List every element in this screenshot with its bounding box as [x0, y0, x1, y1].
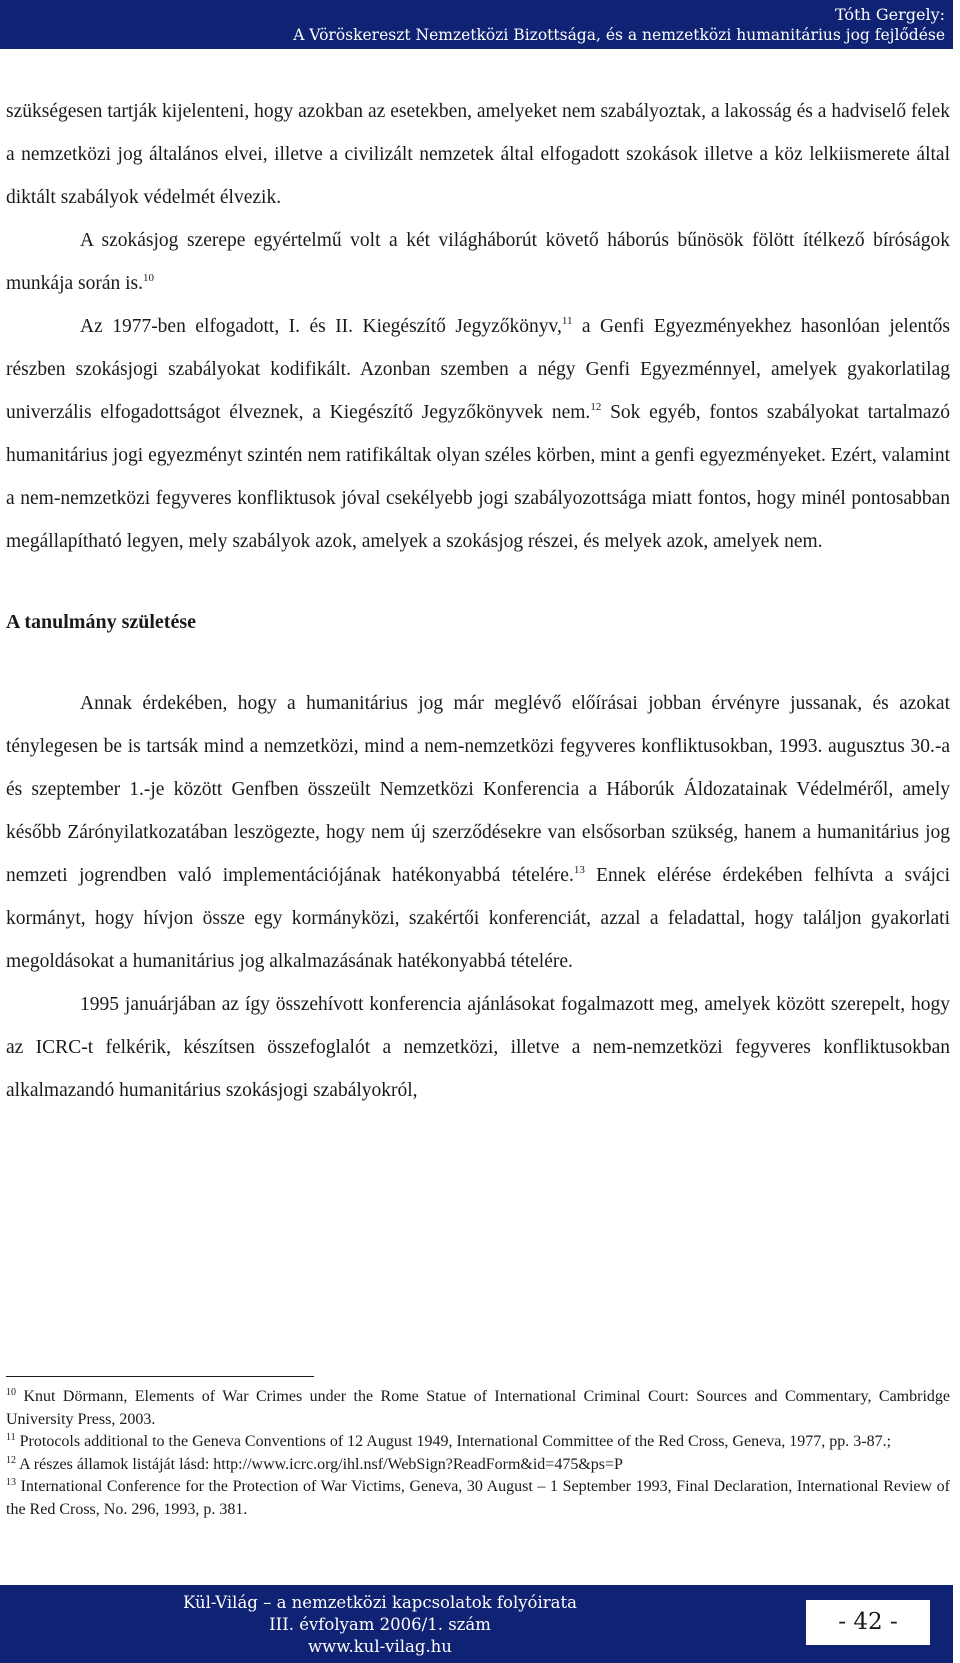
header-author: Tóth Gergely:	[834, 5, 945, 24]
footnote-ref-12[interactable]: 12	[590, 401, 602, 413]
footnote-number: 12	[6, 1454, 16, 1466]
footer-issue: III. évfolyam 2006/1. szám	[269, 1615, 491, 1634]
page-number: - 42 -	[806, 1600, 930, 1645]
paragraph-conference	[6, 682, 950, 983]
footnote-11	[6, 1431, 950, 1454]
header-article-title: A Vöröskereszt Nemzetközi Bizottsága, és a nemzetközi humanitárius jog fejlődése	[293, 26, 945, 44]
paragraph-customary-law	[6, 219, 950, 305]
footnote-10	[6, 1386, 950, 1431]
footnote-text: International Conference for the Protection of War Victims, Geneva, 30 August – 1 September 1993, Final Declaration, International Review of the Red Cross, No. 296, 1993, p. 381.	[6, 1478, 950, 1518]
footnote-number: 10	[6, 1387, 16, 1398]
section-heading: A tanulmány születése	[6, 611, 196, 633]
page-footer	[0, 1585, 953, 1663]
footnotes	[6, 1386, 950, 1521]
footnote-number: 13	[6, 1477, 16, 1488]
running-header	[0, 0, 953, 49]
paragraph-text: Annak érdekében, hogy a humanitárius jog már meglévő előírásai jobban érvényre jussanak, és azokat ténylegesen be is tartsák mind a nemzetközi, mind a nem-nemzetközi fegyveres konfliktusokban, 1993. augusztus 30.-a és szeptember 1.-je között Genfben összeült Nemzetközi Konferencia a Háborúk Áldozatainak Védelméről, amely később Zárónyilatkozatában leszögezte, hogy nem új szerződésekre van elsősorban szükség, hanem a humanitárius jog nemzeti jogrendben való implementációjának hatékonyabbá tételére.	[6, 693, 950, 886]
paragraph-continued	[6, 90, 950, 219]
footnote-ref-10[interactable]: 10	[143, 272, 155, 284]
paragraph-1995	[6, 983, 950, 1112]
paragraph-text: 1995 januárjában az így összehívott konferencia ajánlásokat fogalmazott meg, amelyek között szerepelt, hogy az ICRC-t felkérik, készítsen összefoglalót a nemzetközi, illetve a nem-nemzetközi fegyveres konfliktusokban alkalmazandó humanitárius szokásjogi szabályokról,	[6, 994, 950, 1101]
paragraph-text: Ennek elérése érdekében felhívta a svájci kormányt, hogy hívjon össze egy kormányközi, szakértői konferenciát, azzal a feladattal, hogy találjon gyakorlati megoldásokat a humanitárius jog alkalmazásának hatékonyabbá tételére.	[6, 865, 950, 972]
footnote-text: Knut Dörmann, Elements of War Crimes under the Rome Statue of International Criminal Court: Sources and Commentary, Cambridge University Press, 2003.	[6, 1388, 950, 1428]
footnote-separator	[6, 1376, 314, 1377]
paragraph-text: Az 1977-ben elfogadott, I. és II. Kiegészítő Jegyzőkönyv,	[80, 316, 562, 337]
footnote-ref-11[interactable]: 11	[561, 315, 573, 327]
footnote-ref-13[interactable]: 13	[573, 864, 585, 876]
footnote-number: 11	[6, 1432, 16, 1443]
footer-website-link[interactable]: www.kul-vilag.hu	[308, 1637, 452, 1656]
footnote-text[interactable]: A részes államok listáját lásd: http://www.icrc.org/ihl.nsf/WebSign?ReadForm&id=475&ps=P	[16, 1455, 623, 1473]
paragraph-text: A szokásjog szerepe egyértelmű volt a két világháborút követő háborús bűnösök fölött ítélkező bíróságok munkája során is.	[6, 230, 950, 294]
footer-journal-info	[0, 1592, 760, 1658]
footnote-text: Protocols additional to the Geneva Conventions of 12 August 1949, International Committee of the Red Cross, Geneva, 1977, pp. 3-87.;	[15, 1433, 892, 1450]
article-body	[6, 90, 950, 1112]
paragraph-text: a Genfi Egyezményekhez hasonlóan jelentős részben szokásjogi szabályokat kodifikált. Azonban szemben a négy Genfi Egyezménnyel, amelyek gyakorlatilag univerzális elfogadottságot élveznek, a Kiegészítő Jegyzőkönyvek nem.	[6, 316, 950, 423]
paragraph-text: Sok egyéb, fontos szabályokat tartalmazó humanitárius jogi egyezményt szintén nem ratifikáltak olyan széles körben, mint a genfi egyezményeket. Ezért, valamint a nem-nemzetközi fegyveres konfliktusok jóval csekélyebb jogi szabályozottsága miatt fontos, hogy minél pontosabban megállapítható legyen, mely szabályok azok, amelyek a szokásjog részei, és melyek azok, amelyek nem.	[6, 402, 950, 552]
paragraph-protocols	[6, 305, 950, 563]
footnote-13	[6, 1476, 950, 1521]
footer-journal-name: Kül-Világ – a nemzetközi kapcsolatok folyóirata	[183, 1593, 577, 1612]
footnote-12	[6, 1454, 950, 1477]
paragraph-text: szükségesen tartják kijelenteni, hogy azokban az esetekben, amelyeket nem szabályoztak, a lakosság és a hadviselő felek a nemzetközi jog általános elvei, illetve a civilizált nemzetek által elfogadott szokások illetve a köz lelkiismerete által diktált szabályok védelmét élvezik.	[6, 101, 950, 208]
